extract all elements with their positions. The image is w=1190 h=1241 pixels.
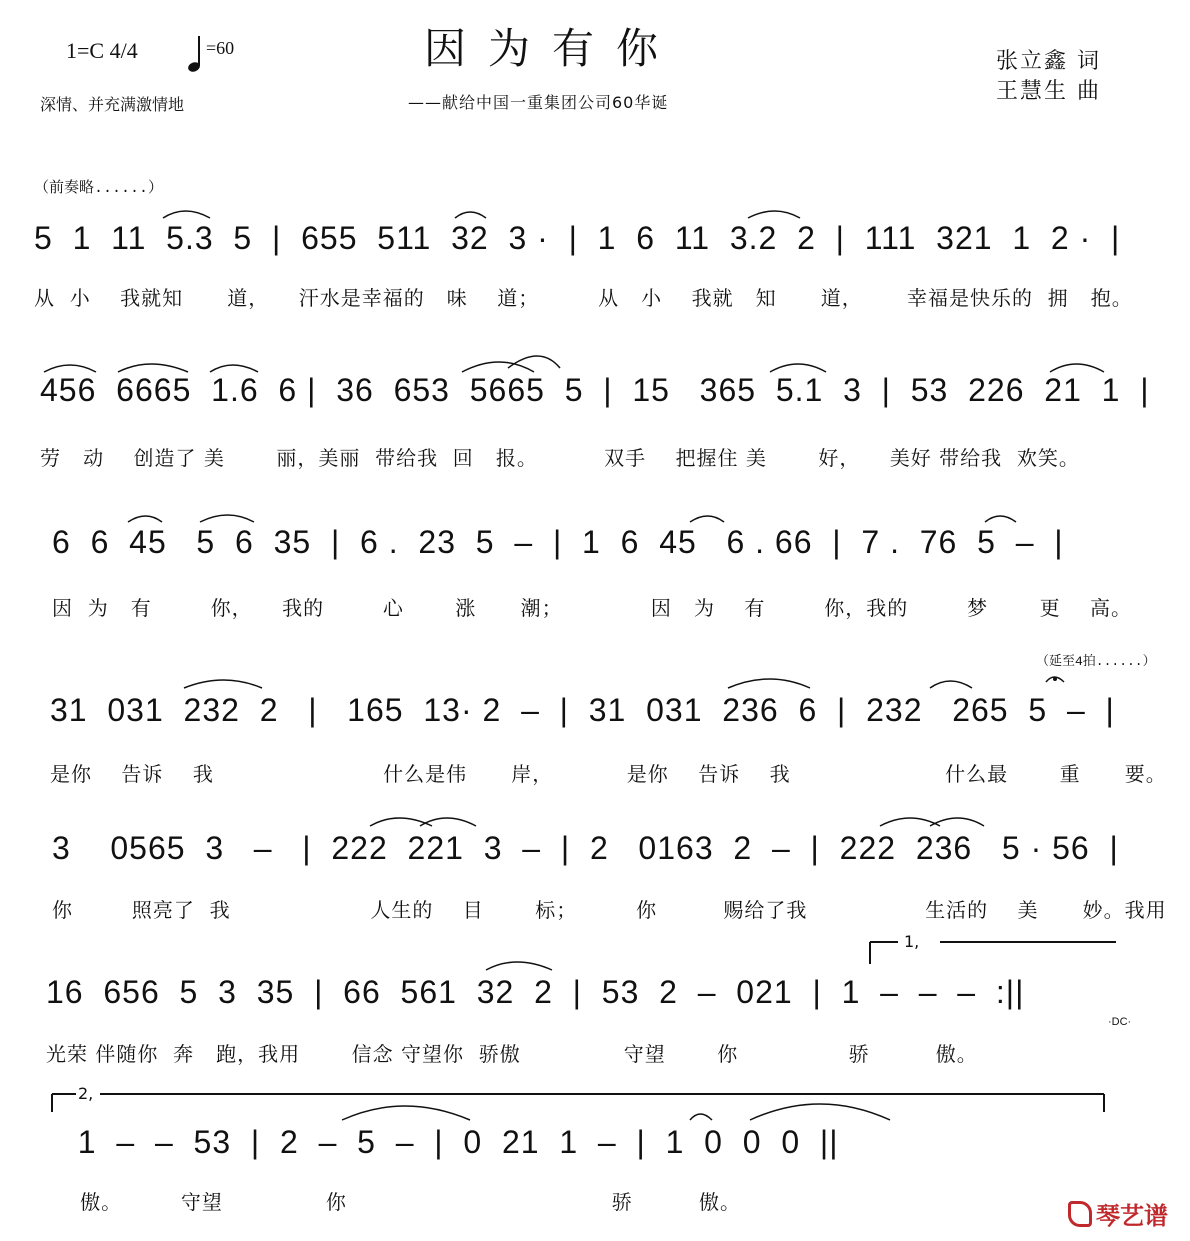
notation-line: 3 0565 3 – | 222 221 3 – | 2 0163 2 – | 222 236 5 · 56 | — [52, 830, 1119, 866]
site-logo — [1068, 1196, 1168, 1231]
lyrics-line-3: 因 为 有 你， 我的 心 涨 潮； 因 为 有 你，我的 梦 更 高。 — [52, 596, 1133, 620]
lyrics-line-4: 是你 告诉 我 什么是伟 岸， 是你 告诉 我 什么最 重 要。 — [50, 762, 1167, 786]
volta-2-label: 2, — [78, 1084, 94, 1103]
page-subtitle: ——献给中国一重集团公司60华诞 — [408, 93, 669, 112]
key-signature: 1=C 4/4 — [66, 38, 138, 63]
quarter-note-icon — [186, 34, 204, 74]
notation-line: 5 1 11 5.3 5 | 655 511 32 3 · | 1 6 11 3.2 2 | 111 321 1 2 · | — [34, 220, 1121, 256]
score-row-3 — [0, 514, 1190, 570]
notation-line: 6 6 45 5 6 35 | 6 . 23 5 – | 1 6 45 6 . 66 | 7 . 76 5 – | — [52, 524, 1064, 560]
dc-mark: ·DC· — [1108, 1016, 1132, 1028]
lyrics-line-6: 光荣 伴随你 奔 跑，我用 信念 守望你 骄傲 守望 你 骄 傲。 — [46, 1042, 978, 1066]
volta-1-label: 1, — [904, 932, 920, 951]
score-row-7 — [0, 1114, 1190, 1170]
lyricist-credit: 张立鑫 词 — [996, 49, 1101, 74]
score-row-6 — [0, 964, 1190, 1020]
score-row-5 — [0, 820, 1190, 876]
score-row-4 — [0, 682, 1190, 738]
lyrics-line-2: 劳 动 创造了 美 丽，美丽 带给我 回 报。 双手 把握住 美 好， 美好 带给我 欢笑。 — [40, 446, 1080, 470]
logo-mark-icon — [1068, 1201, 1092, 1227]
score-row-1 — [0, 210, 1190, 266]
tempo-value: =60 — [206, 38, 235, 58]
notation-line: 1 – – 53 | 2 – 5 – | 0 21 1 – | 1 0 0 0 || — [58, 1124, 839, 1160]
volta-2-bracket — [50, 1086, 1110, 1116]
lyrics-line-5: 你 照亮了 我 人生的 目 标； 你 赐给了我 生活的 美 妙。我用 — [52, 898, 1167, 922]
page-title: 因为有你 — [424, 24, 681, 73]
fermata-note: （延至4拍......） — [1036, 654, 1156, 669]
lyrics-line-1: 从 小 我就知 道， 汗水是幸福的 味 道； 从 小 我就 知 道， 幸福是快乐的 拥 抱。 — [34, 286, 1133, 310]
expression-mark: 深情、并充满激情地 — [40, 95, 185, 114]
notation-line: 456 6665 1.6 6 | 36 653 5665 5 | 15 365 5.1 3 | 53 226 21 1 | — [40, 372, 1150, 408]
notation-line: 16 656 5 3 35 | 66 561 32 2 | 53 2 – 021 | 1 – – – :|| — [46, 974, 1025, 1010]
composer-credit: 王慧生 曲 — [996, 79, 1101, 104]
notation-line: 31 031 232 2 | 165 13· 2 – | 31 031 236 6 | 232 265 5 – | — [50, 692, 1115, 728]
score-row-2 — [0, 362, 1190, 418]
lyrics-line-7: 傲。 守望 你 骄 傲。 — [58, 1190, 742, 1214]
site-logo-text: 琴艺谱 — [1096, 1202, 1168, 1230]
intro-note: （前奏略......） — [34, 180, 164, 197]
